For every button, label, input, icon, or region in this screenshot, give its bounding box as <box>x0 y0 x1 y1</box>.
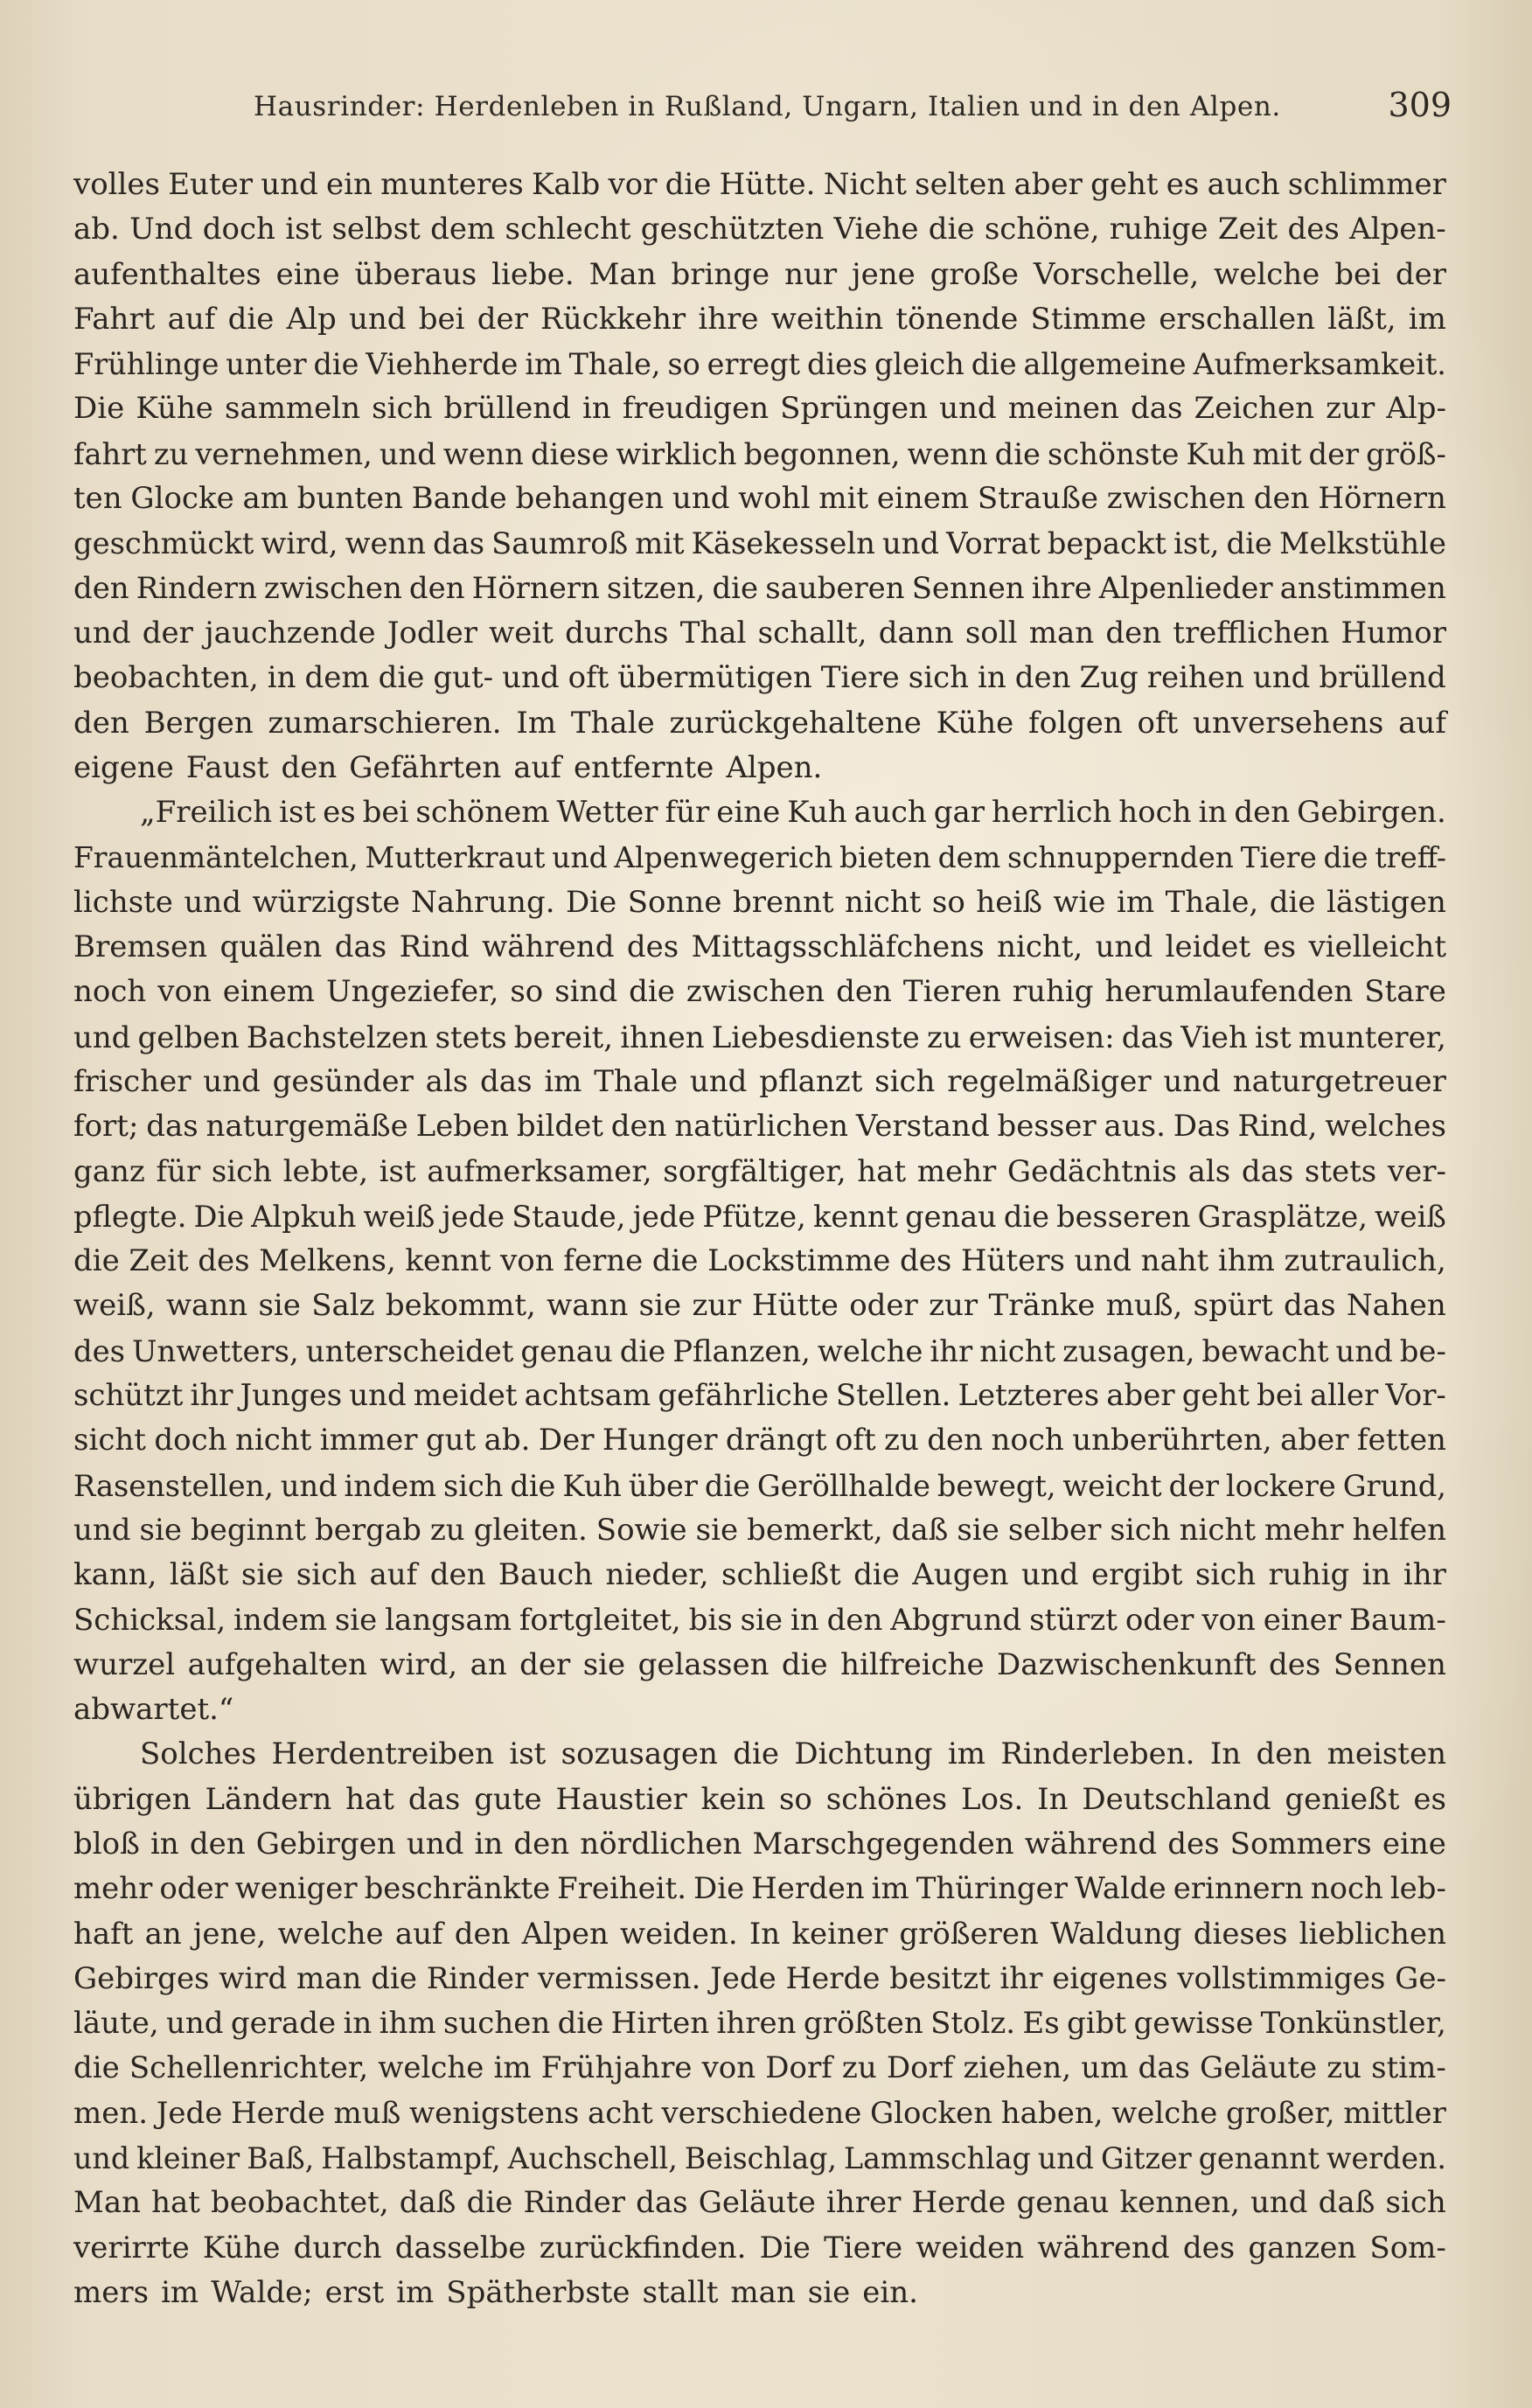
text-line: fort; das naturgemäße Leben bildet den natürlichen Verstand besser aus. Das Rind, welches <box>73 1109 1446 1145</box>
text-line: den Rindern zwischen den Hörnern sitzen, die sauberen Sennen ihre Alpenlieder anstimmen <box>73 571 1446 606</box>
running-head: Hausrinder: Herdenleben in Rußland, Ungarn, Italien und in den Alpen. <box>254 91 1281 122</box>
text-line: Fahrt auf die Alp und bei der Rückkehr ihre weithin tönende Stimme erschallen läßt, im <box>73 301 1446 337</box>
text-line: mehr oder weniger beschränkte Freiheit. Die Herden im Thüringer Walde erinnern noch leb- <box>73 1872 1446 1907</box>
text-line: und kleiner Baß, Halbstampf, Auchschell, Beischlag, Lammschlag und Gitzer genannt werden. <box>73 2141 1446 2176</box>
text-line: bloß in den Gebirgen und in den nördlichen Marschgegenden während des Sommers eine <box>73 1826 1446 1862</box>
text-line: haft an jene, welche auf den Alpen weiden. In keiner größeren Waldung dieses lieblichen <box>73 1916 1446 1952</box>
text-line: den Bergen zumarschieren. Im Thale zurückgehaltene Kühe folgen oft unversehens auf <box>73 705 1446 741</box>
text-line: pflegte. Die Alpkuh weiß jede Staude, jede Pfütze, kennt genau die besseren Grasplätze, weiß <box>73 1199 1446 1234</box>
text-line: Frühlinge unter die Viehherde im Thale, so erregt dies gleich die allgemeine Aufmerksamkeit. <box>73 347 1446 382</box>
text-line: sicht doch nicht immer gut ab. Der Hunger drängt oft zu den noch unberührten, aber fetten <box>73 1423 1446 1458</box>
text-line: Bremsen quälen das Rind während des Mittagsschläfchens nicht, und leidet es vielleicht <box>73 929 1446 965</box>
text-line: und sie beginnt bergab zu gleiten. Sowie sie bemerkt, daß sie selber sich nicht mehr helfen <box>73 1512 1446 1548</box>
text-line: eigene Faust den Gefährten auf entfernte Alpen. <box>73 749 823 785</box>
text-line: und der jauchzende Jodler weit durchs Thal schallt, dann soll man den trefflichen Humor <box>73 615 1446 651</box>
text-line: volles Euter und ein munteres Kalb vor die Hütte. Nicht selten aber geht es auch schlimmer <box>73 167 1446 202</box>
text-line: schützt ihr Junges und meidet achtsam gefährliche Stellen. Letzteres aber geht bei aller Vor- <box>73 1378 1446 1414</box>
text-line: des Unwetters, unterscheidet genau die Pflanzen, welche ihr nicht zusagen, bewacht und be- <box>73 1333 1446 1368</box>
text-line: men. Jede Herde muß wenigstens acht verschiedene Glocken haben, welche großer, mittler <box>73 2095 1446 2131</box>
text-line: Die Kühe sammeln sich brüllend in freudigen Sprüngen und meinen das Zeichen zur Alp- <box>73 391 1446 427</box>
text-line: beobachten, in dem die gut- und oft übermütigen Tiere sich in den Zug reihen und brüllend <box>73 660 1446 696</box>
text-line: wurzel aufgehalten wird, an der sie gelassen die hilfreiche Dazwischenkunft des Sennen <box>73 1646 1446 1682</box>
text-line: aufenthaltes eine überaus liebe. Man bringe nur jene große Vorschelle, welche bei der <box>73 256 1446 292</box>
text-line: Schicksal, indem sie langsam fortgleitet, bis sie in den Abgrund stürzt oder von einer Baum- <box>73 1602 1446 1638</box>
page-header <box>254 86 1452 133</box>
text-line: übrigen Ländern hat das gute Haustier kein so schönes Los. In Deutschland genießt es <box>73 1781 1446 1817</box>
text-line: lichste und würzigste Nahrung. Die Sonne brennt nicht so heiß wie im Thale, die lästigen <box>73 884 1446 920</box>
text-line: Rasenstellen, und indem sich die Kuh über die Geröllhalde bewegt, weicht der lockere Grund, <box>73 1468 1446 1503</box>
page-number: 309 <box>1388 86 1452 124</box>
text-line: frischer und gesünder als das im Thale und pflanzt sich regelmäßiger und naturgetreuer <box>73 1063 1446 1099</box>
body-text <box>73 163 1446 2315</box>
text-line: Solches Herdentreiben ist sozusagen die Dichtung im Rinderleben. In den meisten <box>140 1736 1446 1772</box>
text-line: und gelben Bachstelzen stets bereit, ihnen Liebesdienste zu erweisen: das Vieh ist munterer, <box>73 1020 1446 1054</box>
text-line: Gebirges wird man die Rinder vermissen. Jede Herde besitzt ihr eigenes vollstimmiges Ge- <box>73 1960 1446 1996</box>
text-line: verirrte Kühe durch dasselbe zurückfinden. Die Tiere weiden während des ganzen Som- <box>73 2230 1446 2265</box>
text-line: weiß, wann sie Salz bekommt, wann sie zur Hütte oder zur Tränke muß, spürt das Nahen <box>73 1288 1446 1324</box>
text-line: die Schellenrichter, welche im Frühjahre von Dorf zu Dorf ziehen, um das Geläute zu stim- <box>73 2050 1446 2086</box>
text-line: ten Glocke am bunten Bande behangen und wohl mit einem Strauße zwischen den Hörnern <box>73 481 1446 517</box>
text-line: abwartet.“ <box>73 1692 234 1728</box>
text-line: ab. Und doch ist selbst dem schlecht geschützten Viehe die schöne, ruhige Zeit des Alpen- <box>73 212 1446 247</box>
text-line: geschmückt wird, wenn das Saumroß mit Käsekesseln und Vorrat bepackt ist, die Melkstühle <box>73 526 1446 561</box>
text-line: Frauenmäntelchen, Mutterkraut und Alpenwegerich bieten dem schnuppernden Tiere die treff- <box>73 840 1446 875</box>
text-line: die Zeit des Melkens, kennt von ferne die Lockstimme des Hüters und naht ihm zutraulich, <box>73 1243 1446 1279</box>
text-line: „Freilich ist es bei schönem Wetter für eine Kuh auch gar herrlich hoch in den Gebirgen. <box>140 795 1446 831</box>
text-line: läute, und gerade in ihm suchen die Hirten ihren größten Stolz. Es gibt gewisse Tonkünstler, <box>73 2006 1446 2042</box>
text-line: noch von einem Ungeziefer, so sind die zwischen den Tieren ruhig herumlaufenden Stare <box>73 974 1446 1010</box>
text-line: mers im Walde; erst im Spätherbste stallt man sie ein. <box>73 2274 918 2310</box>
text-line: fahrt zu vernehmen, und wenn diese wirklich begonnen, wenn die schönste Kuh mit der größ- <box>73 436 1446 471</box>
text-line: ganz für sich lebte, ist aufmerksamer, sorgfältiger, hat mehr Gedächtnis als das stets ver- <box>73 1153 1446 1189</box>
text-line: Man hat beobachtet, daß die Rinder das Geläute ihrer Herde genau kennen, und daß sich <box>73 2185 1446 2221</box>
text-line: kann, läßt sie sich auf den Bauch nieder, schließt die Augen und ergibt sich ruhig in ihr <box>73 1557 1446 1593</box>
